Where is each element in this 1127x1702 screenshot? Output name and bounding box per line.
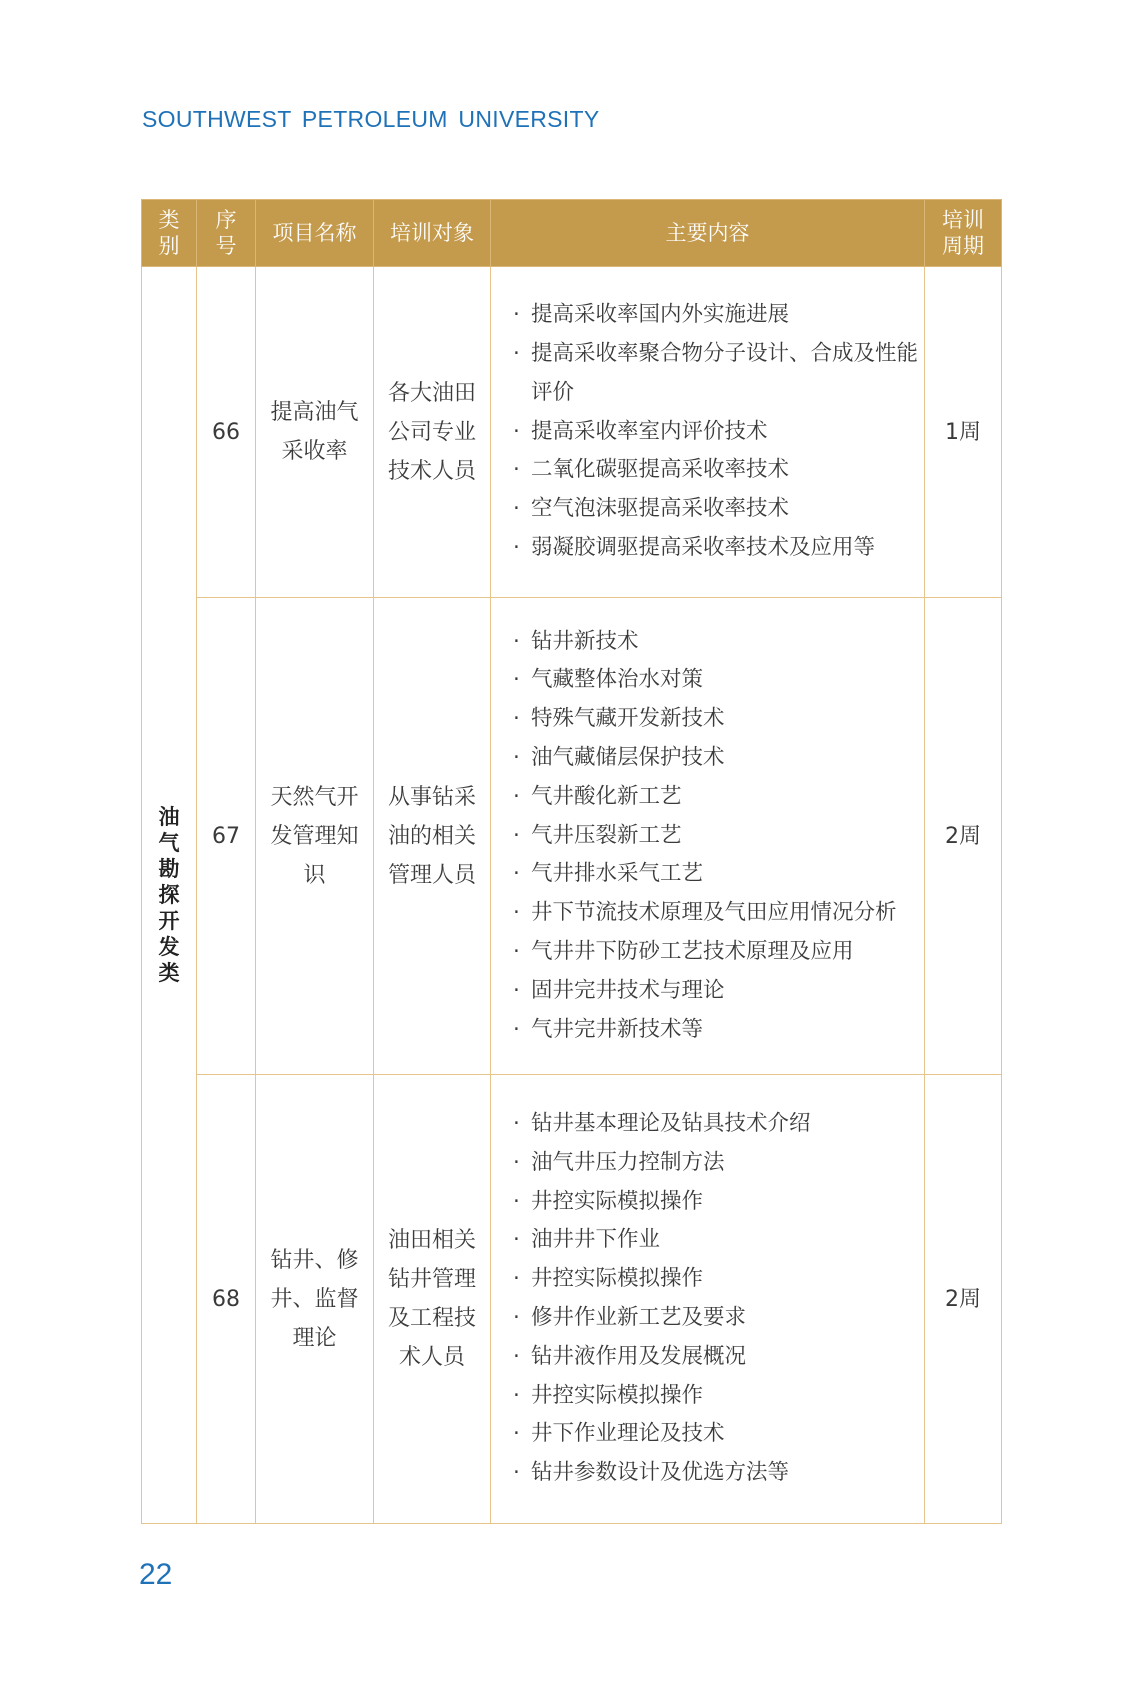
project-name: 天然气开发管理知识 — [256, 598, 374, 1075]
category-label: 油 气 勘 探 开 发 类 — [158, 805, 180, 985]
period: 1周 — [925, 267, 1002, 598]
content-item: · 固井完井技术与理论 — [513, 972, 924, 1011]
table-header-row — [142, 200, 1002, 267]
content-item: · 气井酸化新工艺 — [513, 778, 924, 817]
period: 2周 — [925, 1075, 1002, 1524]
row-number: 66 — [197, 267, 256, 598]
content-item: · 提高采收率聚合物分子设计、合成及性能评价 — [513, 335, 924, 413]
col-name: 项目名称 — [256, 200, 374, 267]
col-period: 培训周期 — [925, 200, 1002, 267]
col-number: 序号 — [197, 200, 256, 267]
content-item: · 钻井参数设计及优选方法等 — [513, 1454, 924, 1493]
content-item: · 二氧化碳驱提高采收率技术 — [513, 451, 924, 490]
content-item: · 气井井下防砂工艺技术原理及应用 — [513, 933, 924, 972]
col-target: 培训对象 — [374, 200, 491, 267]
content-item: · 空气泡沫驱提高采收率技术 — [513, 490, 924, 529]
project-name: 钻井、修井、监督理论 — [256, 1075, 374, 1524]
row-number: 67 — [197, 598, 256, 1075]
content-item: · 油井井下作业 — [513, 1221, 924, 1260]
category-cell — [142, 267, 197, 1524]
content-item: · 气井压裂新工艺 — [513, 817, 924, 856]
page-number: 22 — [139, 1558, 173, 1591]
content-item: · 井下作业理论及技术 — [513, 1415, 924, 1454]
content-item: · 修井作业新工艺及要求 — [513, 1299, 924, 1338]
content-item: · 油气藏储层保护技术 — [513, 739, 924, 778]
target-audience: 各大油田公司专业技术人员 — [374, 267, 491, 598]
training-table — [141, 199, 1002, 1524]
content-item: · 气井完井新技术等 — [513, 1011, 924, 1050]
content-item: · 钻井基本理论及钻具技术介绍 — [513, 1105, 924, 1144]
content-item: · 井控实际模拟操作 — [513, 1183, 924, 1222]
content-item: · 气藏整体治水对策 — [513, 661, 924, 700]
university-header: SOUTHWEST PETROLEUM UNIVERSITY — [142, 106, 600, 132]
col-content: 主要内容 — [491, 200, 925, 267]
table-row — [142, 598, 1002, 1075]
content-item: · 提高采收率室内评价技术 — [513, 413, 924, 452]
content-item: · 钻井液作用及发展概况 — [513, 1338, 924, 1377]
content-item: · 钻井新技术 — [513, 623, 924, 662]
col-category: 类别 — [142, 200, 197, 267]
project-name: 提高油气采收率 — [256, 267, 374, 598]
content-item: · 气井排水采气工艺 — [513, 855, 924, 894]
content-item: · 井控实际模拟操作 — [513, 1377, 924, 1416]
content-item: · 井控实际模拟操作 — [513, 1260, 924, 1299]
target-audience: 从事钻采油的相关管理人员 — [374, 598, 491, 1075]
content-item: · 提高采收率国内外实施进展 — [513, 296, 924, 335]
content-cell — [491, 267, 925, 598]
content-item: · 弱凝胶调驱提高采收率技术及应用等 — [513, 529, 924, 568]
content-item: · 油气井压力控制方法 — [513, 1144, 924, 1183]
row-number: 68 — [197, 1075, 256, 1524]
table-row — [142, 1075, 1002, 1524]
period: 2周 — [925, 598, 1002, 1075]
table-row — [142, 267, 1002, 598]
target-audience: 油田相关钻井管理及工程技术人员 — [374, 1075, 491, 1524]
content-cell — [491, 598, 925, 1075]
content-cell — [491, 1075, 925, 1524]
content-item: · 井下节流技术原理及气田应用情况分析 — [513, 894, 924, 933]
content-item: · 特殊气藏开发新技术 — [513, 700, 924, 739]
